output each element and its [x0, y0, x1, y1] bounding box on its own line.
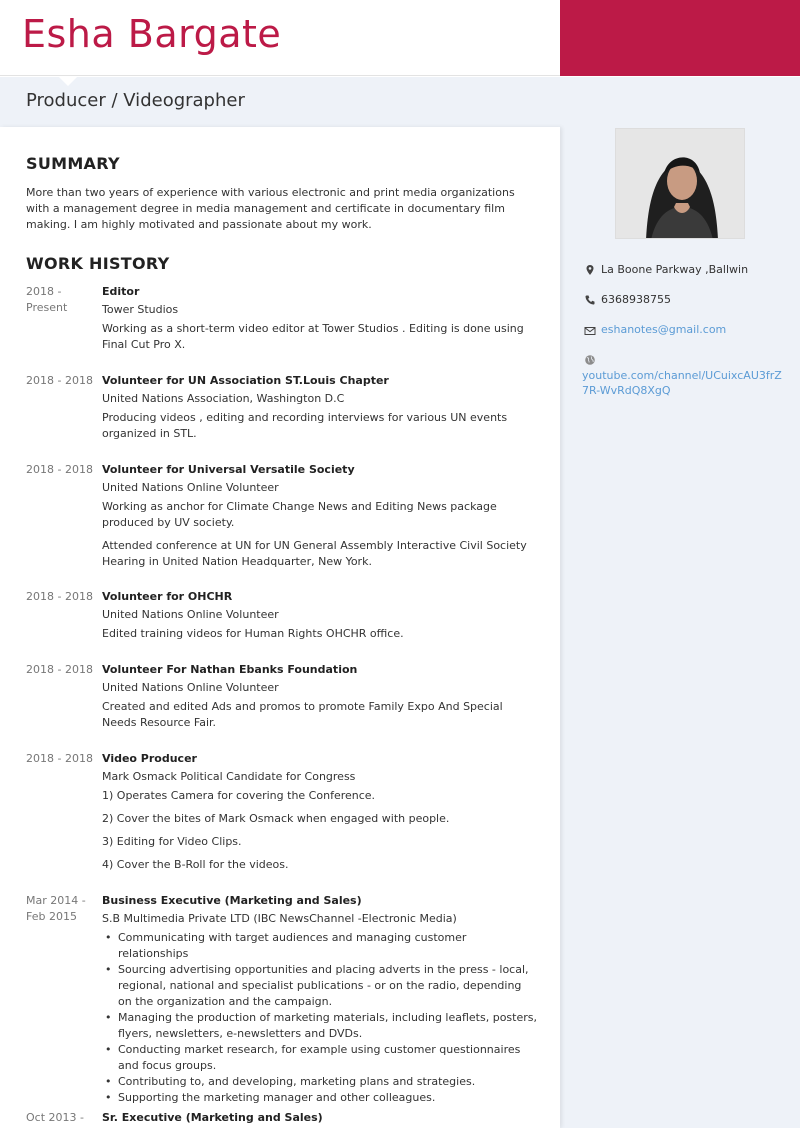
job-description: 4) Cover the B-Roll for the videos. — [102, 858, 289, 871]
job-date: Oct 2013 - — [26, 1111, 84, 1124]
list-item: • Supporting the marketing manager and other colleagues. — [102, 1090, 537, 1106]
job-date: 2018 - 2018 — [26, 590, 93, 603]
email-icon — [584, 325, 596, 337]
job-description: Working as anchor for Climate Change News and Editing News package produced by UV society. — [102, 500, 497, 529]
job-role: Sr. Executive (Marketing and Sales) — [102, 1111, 323, 1124]
list-item: • Contributing to, and developing, marketing plans and strategies. — [102, 1074, 537, 1090]
summary-heading: SUMMARY — [26, 154, 120, 173]
job-organization: United Nations Online Volunteer — [102, 681, 279, 694]
job-role: Volunteer for OHCHR — [102, 590, 233, 603]
list-item: • Conducting market research, for example using customer questionnaires and focus groups. — [102, 1042, 537, 1074]
job-details — [102, 589, 537, 642]
summary-text: More than two years of experience with various electronic and print media organizations with a management degree in media management and certificate in documentary film making. I am highly motivated and passionate about my work. — [26, 186, 515, 231]
contact-address: La Boone Parkway ,Ballwin — [601, 263, 749, 276]
job-date: 2018 - 2018 — [26, 752, 93, 765]
list-item: • Communicating with target audiences and managing customer relationships — [102, 930, 537, 962]
contact-website-link[interactable]: youtube.com/channel/UCuixcAU3frZ7R-WvRdQ8XgQ — [582, 369, 782, 397]
job-organization: S.B Multimedia Private LTD (IBC NewsChannel -Electronic Media) — [102, 912, 457, 925]
job-details — [102, 284, 537, 353]
phone-icon — [584, 294, 596, 306]
job-organization: Tower Studios — [102, 303, 179, 316]
location-pin-icon — [584, 264, 596, 276]
job-description: Edited training videos for Human Rights OHCHR office. — [102, 627, 404, 640]
list-item: • Sourcing advertising opportunities and placing adverts in the press - local, regional, national and specialist publications - or on the radio, depending on the organization and the campaign. — [102, 962, 537, 1010]
job-details — [102, 1110, 537, 1126]
globe-icon — [584, 354, 596, 366]
contact-email-link[interactable]: eshanotes@gmail.com — [601, 323, 727, 336]
job-organization: United Nations Association, Washington D.C — [102, 392, 345, 405]
job-date: Mar 2014 - Feb 2015 — [26, 894, 86, 923]
job-description: 3) Editing for Video Clips. — [102, 835, 242, 848]
job-role: Volunteer for UN Association ST.Louis Chapter — [102, 374, 389, 387]
job-bullet-list — [102, 930, 537, 1106]
sidebar — [560, 127, 800, 1128]
job-description: 1) Operates Camera for covering the Conference. — [102, 789, 376, 802]
job-role: Editor — [102, 285, 140, 298]
job-description: Attended conference at UN for UN General Assembly Interactive Civil Society Hearing in United Nation Headquarter, New York. — [102, 539, 527, 568]
job-description: Producing videos , editing and recording interviews for various UN events organized in STL. — [102, 411, 508, 440]
list-item: • Managing the production of marketing materials, including leaflets, posters, flyers, newsletters, e-newsletters and DVDs. — [102, 1010, 537, 1042]
job-organization: United Nations Online Volunteer — [102, 481, 279, 494]
job-details — [102, 893, 537, 1106]
header-notch — [58, 76, 78, 86]
work-history-heading: WORK HISTORY — [26, 254, 170, 273]
job-description: Created and edited Ads and promos to promote Family Expo And Special Needs Resource Fair. — [102, 700, 503, 729]
job-date: 2018 - 2018 — [26, 663, 93, 676]
job-description: Working as a short-term video editor at Tower Studios . Editing is done using Final Cut Pro X. — [102, 322, 524, 351]
job-description: 2) Cover the bites of Mark Osmack when engaged with people. — [102, 812, 450, 825]
job-role: Volunteer For Nathan Ebanks Foundation — [102, 663, 358, 676]
job-role: Volunteer for Universal Versatile Society — [102, 463, 355, 476]
contact-phone: 6368938755 — [601, 293, 671, 306]
job-role: Business Executive (Marketing and Sales) — [102, 894, 362, 907]
profile-photo — [615, 128, 745, 239]
job-date: 2018 - 2018 — [26, 374, 93, 387]
job-role: Video Producer — [102, 752, 197, 765]
job-date: 2018 - 2018 — [26, 463, 93, 476]
job-organization: United Nations Online Volunteer — [102, 608, 279, 621]
job-details — [102, 662, 537, 731]
candidate-name: Esha Bargate — [22, 12, 282, 56]
job-details — [102, 373, 537, 442]
job-details — [102, 751, 537, 873]
job-date: 2018 - Present — [26, 285, 68, 314]
job-details — [102, 462, 537, 570]
job-title: Producer / Videographer — [26, 90, 245, 111]
accent-block — [560, 0, 800, 76]
job-organization: Mark Osmack Political Candidate for Congress — [102, 770, 356, 783]
